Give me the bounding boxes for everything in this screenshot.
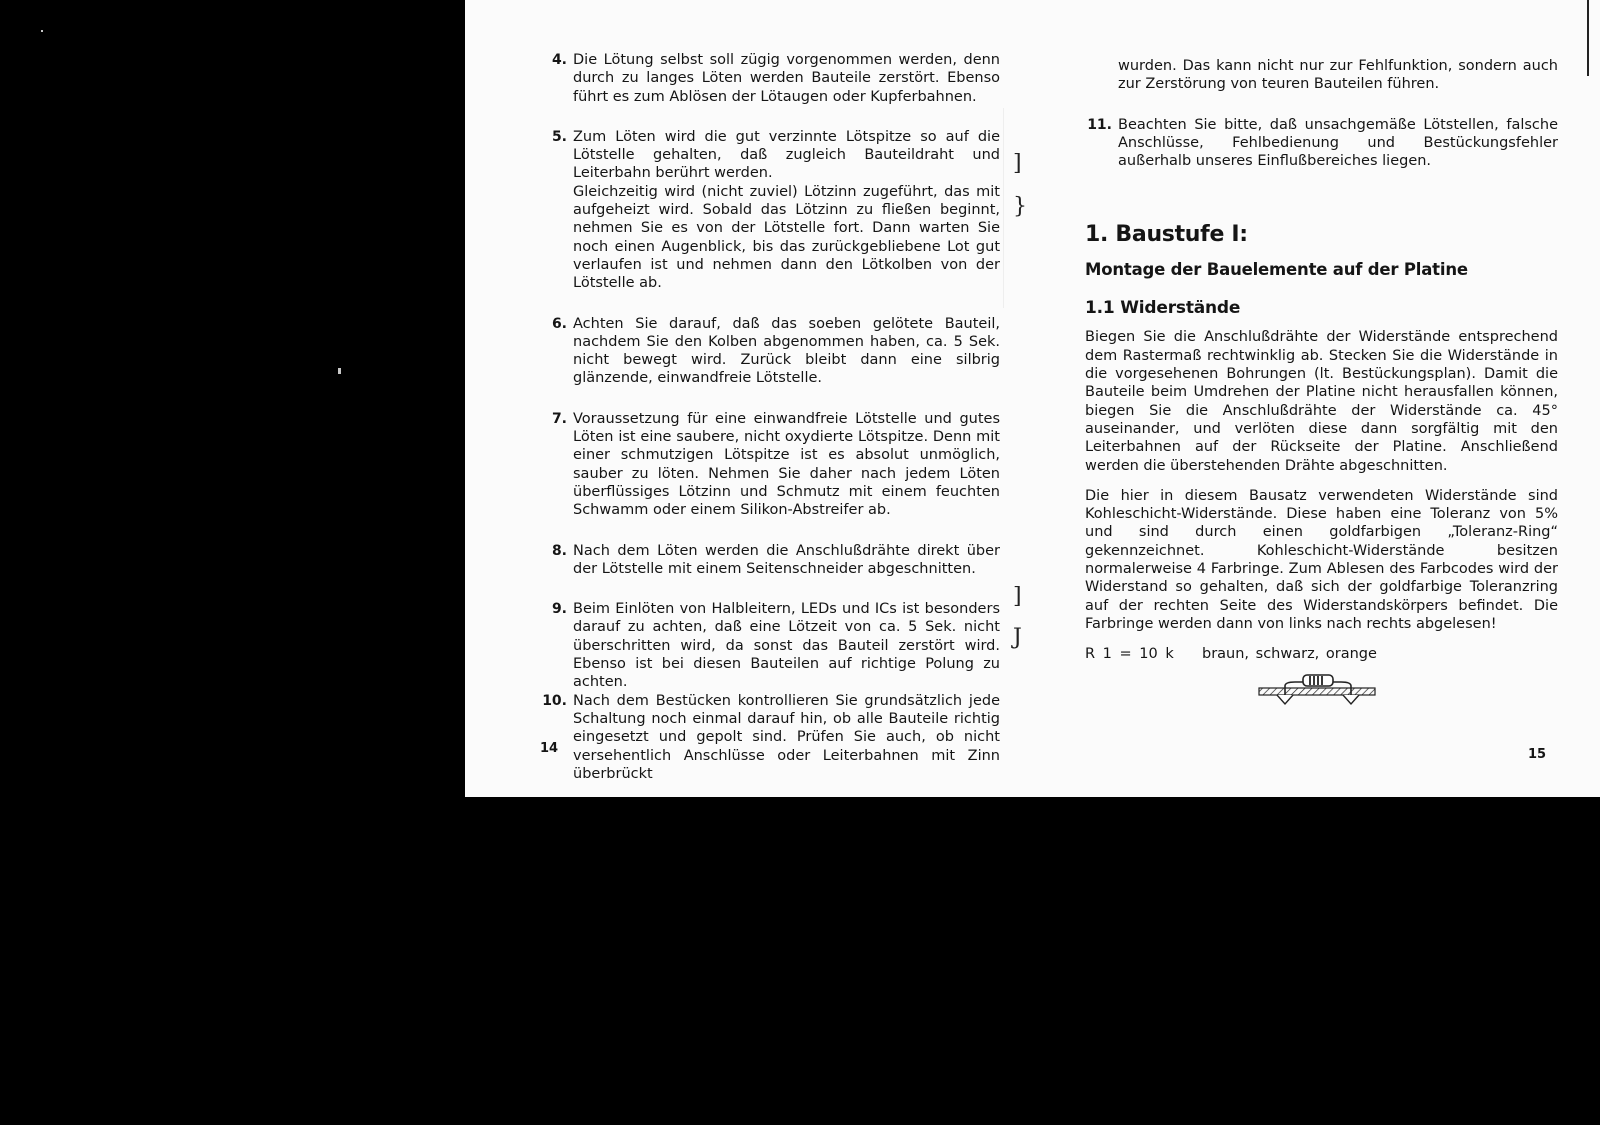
resistor-spec	[1085, 645, 1558, 663]
item-number: 4.	[551, 52, 567, 68]
body-paragraph: Biegen Sie die Anschlußdrähte der Widerstände entsprechend dem Rastermaß rechtwinklig ab. Stecken Sie die Widerstände in die vorgesehenen Bohrungen (lt. Bestückungsplan). Damit die Bauteile beim Umdrehen der Platine nicht herausfallen können, biegen Sie die Anschlußdrähte der Widerstände ca. 45° auseinander, und verlöten diese dann sorgfältig mit den Leiterbahnen auf der Rückseite der Platine. Anschließend werden die überstehenden Drähte abgeschnitten.	[1085, 329, 1558, 474]
scan-artifact	[41, 30, 43, 32]
left-page-column	[540, 51, 1000, 783]
item-number: 11.	[1087, 116, 1112, 133]
resistor-mounted-icon	[1255, 674, 1379, 708]
item-number: 10.	[542, 692, 567, 709]
list-item-9	[540, 600, 1000, 691]
list-item-10	[540, 692, 1000, 783]
list-item-6	[540, 315, 1000, 388]
scan-artifact	[338, 368, 341, 374]
item-text: Beachten Sie bitte, daß unsachgemäße Lötstellen, falsche Anschlüsse, Fehlbedienung und Bestückungsfehler außerhalb unseres Einflußbereiches liegen.	[1118, 116, 1558, 170]
item-text: Achten Sie darauf, daß das soeben gelötete Bauteil, nachdem Sie den Kolben abgenommen haben, ca. 5 Sek. nicht bewegt wird. Zurück bleibt dann eine silbrig glänzende, einwandfreie Lötstelle.	[573, 315, 1000, 387]
item-text: Voraussetzung für eine einwandfreie Lötstelle und gutes Löten ist eine saubere, nicht oxydierte Lötspitze. Denn mit einer schmutzigen Lötspitze ist es absolut unmöglich, sauber zu löten. Nehmen Sie daher nach jedem Löten überflüssiges Lötzinn und Schmutz mit einem feuchten Schwamm oder einem Silikon-Abstreifer ab.	[573, 410, 1000, 519]
section-subtitle: Montage der Bauelemente auf der Platine	[1085, 260, 1468, 280]
item-text: Nach dem Löten werden die Anschlußdrähte direkt über der Lötstelle mit einem Seitenschneider abgeschnitten.	[573, 542, 1000, 577]
margin-bracket: }	[1013, 194, 1027, 219]
faint-center-line	[1003, 108, 1004, 308]
resistor-label: R 1 = 10 k	[1085, 646, 1174, 663]
resistor-colors: braun, schwarz, orange	[1202, 646, 1377, 663]
item-number: 5.	[551, 128, 567, 145]
right-page-column	[1085, 57, 1558, 664]
item-text: Gleichzeitig wird (nicht zuviel) Lötzinn zugeführt, das mit aufgeheizt wird. Sobald das Lötzinn zu fließen beginnt, nehmen Sie es von der Lötstelle fort. Dann warten Sie noch einen Augenblick, bis das zurückgebliebene Lot gut verlaufen ist und nehmen dann den Lötkolben von der Lötstelle ab.	[573, 183, 1000, 292]
book-spread	[465, 0, 1600, 797]
subsection-title: 1.1 Widerstände	[1085, 298, 1241, 319]
list-item-5	[540, 128, 1000, 293]
section-title: 1. Baustufe I:	[1085, 222, 1248, 248]
item-number: 8.	[551, 542, 567, 559]
list-item-7	[540, 410, 1000, 520]
continued-text: wurden. Das kann nicht nur zur Fehlfunktion, sondern auch zur Zerstörung von teuren Bauteilen führen.	[1118, 58, 1558, 93]
page-edge-mark	[1587, 0, 1589, 76]
margin-bracket: J	[1013, 625, 1022, 650]
page-number-left: 14	[540, 741, 559, 756]
item-text: Beim Einlöten von Halbleitern, LEDs und ICs ist besonders darauf zu achten, daß eine Lötzeit von ca. 5 Sek. nicht überschritten wird, da sonst das Bauteil zerstört wird. Ebenso ist bei diesen Bauteilen auf richtige Polung zu achten.	[573, 601, 1000, 691]
item-number: 9.	[551, 601, 567, 618]
margin-bracket: ]	[1013, 151, 1022, 176]
item-text: Die Lötung selbst soll zügig vorgenommen werden, denn durch zu langes Löten werden Bauteile zerstört. Ebenso führt es zum Ablösen der Lötaugen oder Kupferbahnen.	[573, 52, 1000, 105]
item-text: Zum Löten wird die gut verzinnte Lötspitze so auf die Lötstelle gehalten, daß zugleich Bauteildraht und Leiterbahn berührt werden.	[573, 128, 1000, 182]
page-number-right: 15	[1528, 747, 1547, 762]
margin-bracket: ]	[1013, 584, 1022, 609]
list-item-11	[1085, 116, 1558, 171]
item-number: 6.	[551, 315, 567, 332]
list-item-4	[540, 51, 1000, 106]
body-paragraph: Die hier in diesem Bausatz verwendeten Widerstände sind Kohleschicht-Widerstände. Diese haben eine Toleranz von 5% und sind durch einen goldfarbigen „Toleranz-Ring“ gekennzeichnet. Kohleschicht-Widerstände besitzen normalerweise 4 Farbringe. Zum Ablesen des Farbcodes wird der Widerstand so gehalten, daß sich der goldfarbige Toleranzring auf der rechten Seite des Widerstandskörpers befindet. Die Farbringe werden dann von links nach rechts abgelesen!	[1085, 487, 1558, 632]
list-item-8	[540, 542, 1000, 579]
item-number: 7.	[551, 410, 567, 427]
item-text: Nach dem Bestücken kontrollieren Sie grundsätzlich jede Schaltung noch einmal darauf hin, ob alle Bauteile richtig eingesetzt und gepolt sind. Prüfen Sie auch, ob nicht versehentlich Anschlüsse oder Leiterbahnen mit Zinn überbrückt	[573, 692, 1000, 782]
